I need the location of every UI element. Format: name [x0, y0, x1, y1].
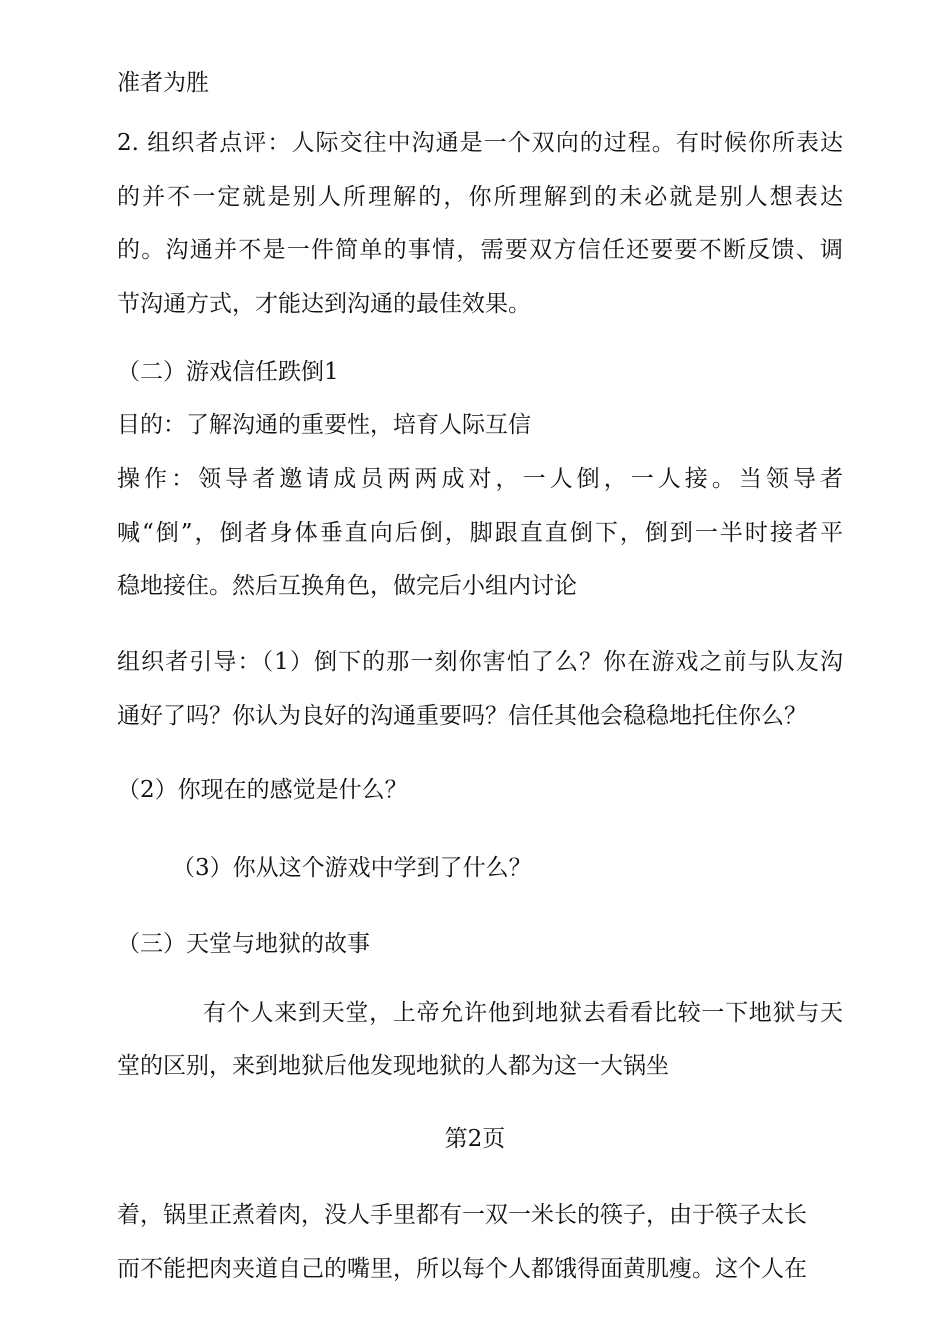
text-line-guide-2: 通好了吗？你认为良好的沟通重要吗？信任其他会稳稳地托住你么？: [117, 703, 807, 729]
text-line-operation-1: 操作：领导者邀请成员两两成对，一人倒，一人接。当领导者: [117, 466, 843, 492]
text-line-guide-1: 组织者引导：（1）倒下的那一刻你害怕了么？你在游戏之前与队友沟: [117, 649, 843, 675]
text-line-operation-3: 稳地接住。然后互换角色，做完后小组内讨论: [117, 573, 577, 599]
text-line-story-1: 有个人来到天堂，上帝允许他到地狱去看看比较一下地狱与天: [203, 1000, 843, 1026]
text-line-story-2: 堂的区别，来到地狱后他发现地狱的人都为这一大锅坐: [117, 1053, 669, 1079]
text-line-4: 的。沟通并不是一件简单的事情，需要双方信任还要要不断反馈、调: [117, 237, 843, 263]
text-line-purpose: 目的：了解沟通的重要性，培育人际互信: [117, 412, 531, 438]
text-line-1: 准者为胜: [117, 70, 209, 96]
section-heading-3: （三）天堂与地狱的故事: [117, 931, 370, 957]
text-line-question-3: （3）你从这个游戏中学到了什么？: [172, 855, 532, 881]
text-line-2: 2. 组织者点评：人际交往中沟通是一个双向的过程。有时候你所表达: [117, 130, 843, 156]
text-line-story-4: 而不能把肉夹道自己的嘴里，所以每个人都饿得面黄肌瘦。这个人在: [117, 1256, 807, 1282]
text-line-5: 节沟通方式，才能达到沟通的最佳效果。: [117, 291, 531, 317]
section-heading-2: （二）游戏信任跌倒1: [117, 359, 339, 385]
page-number: 第2页: [444, 1126, 506, 1152]
text-line-story-3: 着，锅里正煮着肉，没人手里都有一双一米长的筷子，由于筷子太长: [117, 1202, 807, 1228]
text-line-3: 的并不一定就是别人所理解的，你所理解到的未必就是别人想表达: [117, 184, 843, 210]
text-line-operation-2: 喊“倒”，倒者身体垂直向后倒，脚跟直直倒下，倒到一半时接者平: [117, 520, 843, 546]
text-line-question-2: （2）你现在的感觉是什么？: [117, 777, 408, 803]
